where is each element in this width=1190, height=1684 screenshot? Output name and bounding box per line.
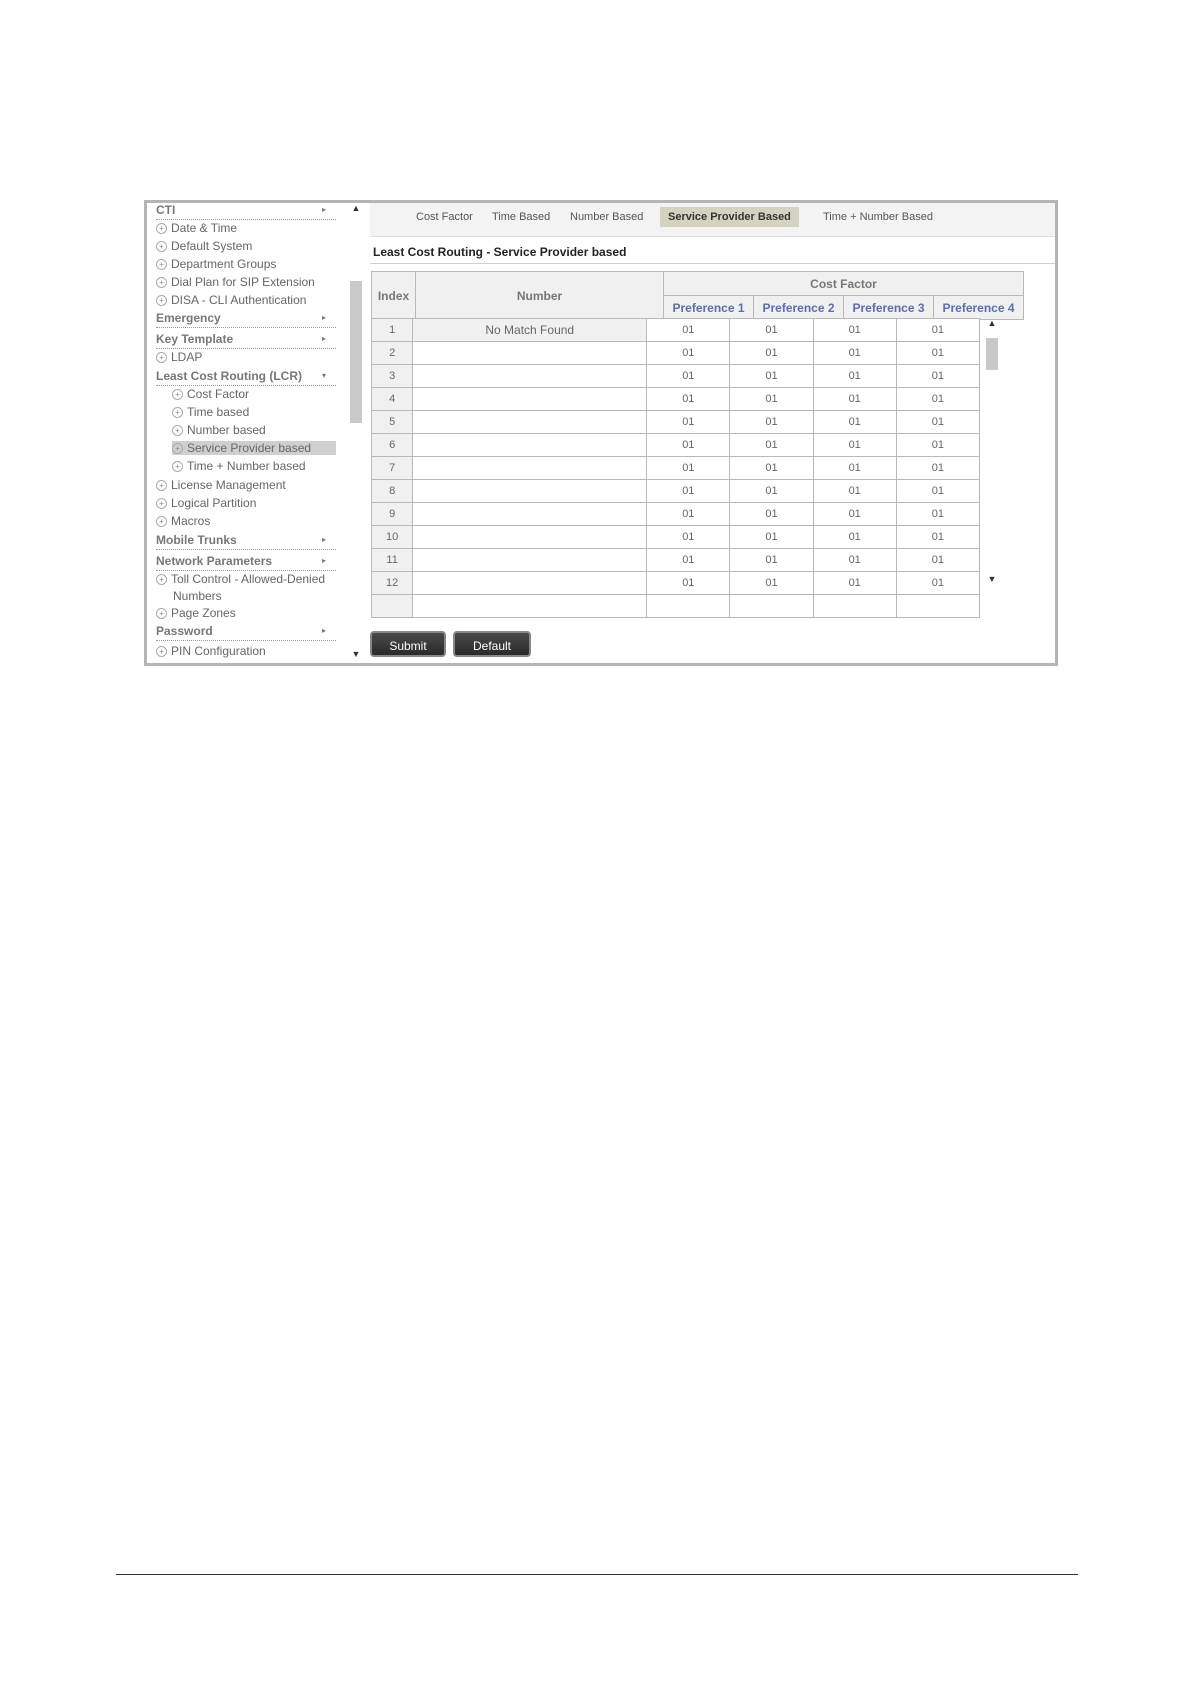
- sidebar-item-mobile-trunks[interactable]: [156, 533, 336, 550]
- sidebar-item-label: Number based: [187, 423, 266, 437]
- header-cost-factor: Cost Factor: [664, 272, 1024, 296]
- cell-preference-1[interactable]: 01: [647, 388, 730, 411]
- sidebar-item-pin-configuration[interactable]: [156, 644, 336, 658]
- cell-preference-2[interactable]: 01: [730, 319, 813, 342]
- cell-preference-4[interactable]: 01: [896, 411, 979, 434]
- sidebar-item-cti[interactable]: [156, 203, 336, 220]
- tab-number-based[interactable]: Number Based: [570, 211, 644, 223]
- header-preference-3: Preference 3: [844, 296, 934, 320]
- sidebar-item-department-groups[interactable]: [156, 257, 336, 271]
- sidebar-item-least-cost-routing-lcr[interactable]: [156, 369, 336, 386]
- cell-preference-4[interactable]: 01: [896, 480, 979, 503]
- header-preference-2: Preference 2: [754, 296, 844, 320]
- cell-number[interactable]: [413, 365, 647, 388]
- sidebar-item-label: Page Zones: [171, 606, 236, 620]
- cell-preference-1[interactable]: 01: [647, 480, 730, 503]
- table-scroll-thumb[interactable]: [986, 338, 998, 370]
- sidebar-item-label: Numbers: [173, 589, 222, 603]
- sidebar-scrollbar[interactable]: [349, 203, 363, 663]
- cell-preference-1[interactable]: 01: [647, 342, 730, 365]
- cell-preference-3[interactable]: [813, 595, 896, 618]
- table-row: [372, 549, 980, 572]
- plus-icon: +: [156, 277, 167, 288]
- cell-number[interactable]: [413, 549, 647, 572]
- sidebar-item-date-time[interactable]: [156, 221, 336, 235]
- table-row: [372, 526, 980, 549]
- table-body: [371, 318, 980, 618]
- plus-icon: +: [156, 352, 167, 363]
- header-preference-1: Preference 1: [664, 296, 754, 320]
- cell-number[interactable]: [413, 526, 647, 549]
- header-index: Index: [372, 272, 416, 320]
- cell-preference-2[interactable]: [730, 595, 813, 618]
- sidebar-item-service-provider-based[interactable]: [172, 441, 336, 455]
- sidebar-item-time-based[interactable]: [172, 405, 336, 419]
- plus-icon: +: [172, 461, 183, 472]
- cell-preference-1[interactable]: 01: [647, 572, 730, 595]
- plus-icon: +: [156, 498, 167, 509]
- sidebar-item-label: Logical Partition: [171, 496, 257, 510]
- cell-preference-3[interactable]: 01: [813, 480, 896, 503]
- cell-index: 11: [372, 549, 413, 572]
- sidebar-item-label: DISA - CLI Authentication: [171, 293, 307, 307]
- sidebar-item-key-template[interactable]: [156, 332, 336, 349]
- plus-icon: +: [156, 295, 167, 306]
- chevron-right-icon: ▸: [321, 313, 326, 322]
- cell-number[interactable]: [413, 480, 647, 503]
- cell-number[interactable]: [413, 503, 647, 526]
- cell-preference-2[interactable]: 01: [730, 434, 813, 457]
- tab-time-number-based[interactable]: Time + Number Based: [823, 211, 933, 223]
- sidebar-item-emergency[interactable]: [156, 311, 336, 328]
- cell-preference-3[interactable]: 01: [813, 411, 896, 434]
- plus-icon: +: [172, 425, 183, 436]
- cell-preference-3[interactable]: 01: [813, 319, 896, 342]
- cell-index: 7: [372, 457, 413, 480]
- table-row: [372, 319, 980, 342]
- scroll-up-icon[interactable]: ▲: [351, 203, 361, 213]
- header-number: Number: [416, 272, 664, 320]
- cell-number[interactable]: [413, 411, 647, 434]
- sidebar-item-label: License Management: [171, 478, 286, 492]
- plus-icon: +: [156, 516, 167, 527]
- table-row: [372, 595, 980, 618]
- plus-icon: +: [172, 443, 183, 454]
- sidebar-item-macros[interactable]: [156, 514, 336, 528]
- sidebar-item-label: Department Groups: [171, 257, 277, 271]
- sidebar-item-number-based[interactable]: [172, 423, 336, 437]
- table-body-viewport: [370, 318, 980, 623]
- sidebar-item-toll-control-allowed-denied[interactable]: [156, 572, 336, 586]
- chevron-right-icon: ▸: [321, 556, 326, 565]
- cell-preference-1[interactable]: 01: [647, 457, 730, 480]
- table-scroll-up-icon[interactable]: ▲: [987, 318, 997, 328]
- cell-preference-2[interactable]: 01: [730, 457, 813, 480]
- sidebar-item-license-management[interactable]: [156, 478, 336, 492]
- cell-preference-3[interactable]: 01: [813, 503, 896, 526]
- sidebar-item-dial-plan-for-sip-extension[interactable]: [156, 275, 336, 289]
- sidebar-item-label: Cost Factor: [187, 387, 250, 401]
- plus-icon: +: [172, 407, 183, 418]
- cell-number[interactable]: [413, 342, 647, 365]
- cell-preference-1[interactable]: 01: [647, 365, 730, 388]
- sidebar-item-cost-factor[interactable]: [172, 387, 336, 401]
- table-row: [372, 457, 980, 480]
- table-row: [372, 342, 980, 365]
- cell-preference-3[interactable]: 01: [813, 388, 896, 411]
- sidebar-item-label: Service Provider based: [187, 441, 312, 455]
- tab-time-based[interactable]: Time Based: [492, 211, 551, 223]
- cell-preference-4[interactable]: 01: [896, 526, 979, 549]
- table-row: [372, 434, 980, 457]
- sidebar-item-label: Password: [156, 624, 213, 638]
- sidebar-item-label: Time + Number based: [187, 459, 306, 473]
- cell-preference-4[interactable]: 01: [896, 549, 979, 572]
- cell-preference-3[interactable]: 01: [813, 365, 896, 388]
- main-panel: [370, 203, 1058, 663]
- default-button[interactable]: Default: [453, 631, 531, 657]
- sidebar-item-disa-cli-authentication[interactable]: [156, 293, 336, 307]
- plus-icon: +: [156, 608, 167, 619]
- sidebar-item-network-parameters[interactable]: [156, 554, 336, 571]
- cell-index: [372, 595, 413, 618]
- cell-number[interactable]: [413, 434, 647, 457]
- chevron-right-icon: ▸: [321, 535, 326, 544]
- plus-icon: +: [156, 574, 167, 585]
- cell-preference-1[interactable]: 01: [647, 503, 730, 526]
- sidebar-item-label: Dial Plan for SIP Extension: [171, 275, 315, 289]
- cell-preference-2[interactable]: 01: [730, 411, 813, 434]
- plus-icon: +: [156, 223, 167, 234]
- section-divider: [370, 263, 1058, 264]
- sidebar-scroll-thumb[interactable]: [350, 281, 362, 423]
- cell-preference-3[interactable]: 01: [813, 572, 896, 595]
- sidebar-item-label-continued: [156, 589, 349, 603]
- cell-preference-1[interactable]: 01: [647, 526, 730, 549]
- sidebar-item-password[interactable]: [156, 624, 336, 641]
- chevron-right-icon: ▸: [321, 626, 326, 635]
- cell-preference-2[interactable]: 01: [730, 549, 813, 572]
- cell-preference-2[interactable]: 01: [730, 526, 813, 549]
- sidebar-item-label: Mobile Trunks: [156, 533, 237, 547]
- cell-index: 9: [372, 503, 413, 526]
- cell-number[interactable]: [413, 388, 647, 411]
- cell-index: 4: [372, 388, 413, 411]
- cell-index: 5: [372, 411, 413, 434]
- plus-icon: +: [172, 389, 183, 400]
- cell-index: 10: [372, 526, 413, 549]
- cell-preference-3[interactable]: 01: [813, 549, 896, 572]
- cell-preference-2[interactable]: 01: [730, 365, 813, 388]
- tab-bar: [370, 203, 1058, 237]
- cell-index: 1: [372, 319, 413, 342]
- chevron-right-icon: ▸: [321, 334, 326, 343]
- sidebar-item-label: Least Cost Routing (LCR): [156, 369, 302, 383]
- cell-preference-1[interactable]: 01: [647, 319, 730, 342]
- cell-number[interactable]: [413, 457, 647, 480]
- sidebar-item-label: Emergency: [156, 311, 221, 325]
- table-scroll-down-icon[interactable]: ▼: [987, 574, 997, 584]
- sidebar-item-label: Key Template: [156, 332, 234, 346]
- cell-number[interactable]: [413, 595, 647, 618]
- plus-icon: +: [156, 241, 167, 252]
- cell-preference-4[interactable]: 01: [896, 572, 979, 595]
- cell-preference-4[interactable]: 01: [896, 319, 979, 342]
- section-title: Least Cost Routing - Service Provider based: [373, 245, 627, 259]
- tab-service-provider-based[interactable]: Service Provider Based: [660, 207, 799, 227]
- cell-preference-4[interactable]: 01: [896, 457, 979, 480]
- plus-icon: +: [156, 259, 167, 270]
- cell-preference-4[interactable]: 01: [896, 503, 979, 526]
- table-row: [372, 572, 980, 595]
- cell-preference-4[interactable]: [896, 595, 979, 618]
- table-row: [372, 365, 980, 388]
- cell-preference-2[interactable]: 01: [730, 342, 813, 365]
- sidebar-item-label: CTI: [156, 203, 176, 217]
- cell-index: 8: [372, 480, 413, 503]
- scroll-down-icon[interactable]: ▼: [351, 649, 361, 659]
- cell-preference-3[interactable]: 01: [813, 526, 896, 549]
- cell-preference-3[interactable]: 01: [813, 342, 896, 365]
- sidebar-nav: [147, 203, 349, 663]
- cell-preference-4[interactable]: 01: [896, 342, 979, 365]
- sidebar-item-label: LDAP: [171, 350, 203, 364]
- cell-preference-4[interactable]: 01: [896, 388, 979, 411]
- table-row: [372, 388, 980, 411]
- chevron-right-icon: ▸: [321, 205, 326, 214]
- app-window: [144, 200, 1058, 666]
- sidebar-item-logical-partition[interactable]: [156, 496, 336, 510]
- sidebar-item-label: Date & Time: [171, 221, 238, 235]
- sidebar-item-label: Network Parameters: [156, 554, 273, 568]
- tab-cost-factor[interactable]: Cost Factor: [416, 211, 473, 223]
- plus-icon: +: [156, 480, 167, 491]
- chevron-down-icon: ▾: [321, 371, 326, 380]
- sidebar-item-label: Toll Control - Allowed-Denied: [171, 572, 326, 586]
- sidebar-item-label: Macros: [171, 514, 211, 528]
- sidebar-item-ldap[interactable]: [156, 350, 336, 364]
- cell-preference-1[interactable]: [647, 595, 730, 618]
- cell-index: 12: [372, 572, 413, 595]
- cell-preference-1[interactable]: 01: [647, 434, 730, 457]
- cell-index: 3: [372, 365, 413, 388]
- cell-preference-3[interactable]: 01: [813, 434, 896, 457]
- sidebar-item-label: Time based: [187, 405, 250, 419]
- header-preference-4: Preference 4: [934, 296, 1024, 320]
- table-row: [372, 503, 980, 526]
- plus-icon: +: [156, 646, 167, 657]
- cell-preference-2[interactable]: 01: [730, 572, 813, 595]
- table-header: [371, 271, 1024, 320]
- cell-index: 2: [372, 342, 413, 365]
- cell-number[interactable]: [413, 572, 647, 595]
- cell-preference-1[interactable]: 01: [647, 549, 730, 572]
- table-scrollbar[interactable]: [985, 318, 999, 588]
- cell-preference-4[interactable]: 01: [896, 365, 979, 388]
- table-row: [372, 480, 980, 503]
- cell-preference-1[interactable]: 01: [647, 411, 730, 434]
- table-row: [372, 411, 980, 434]
- cell-number[interactable]: No Match Found: [413, 319, 647, 342]
- page-footer-rule: [116, 1574, 1078, 1575]
- sidebar-item-default-system[interactable]: [156, 239, 336, 253]
- cell-index: 6: [372, 434, 413, 457]
- cell-preference-3[interactable]: 01: [813, 457, 896, 480]
- cell-preference-2[interactable]: 01: [730, 480, 813, 503]
- sidebar-item-label: PIN Configuration: [171, 644, 266, 658]
- cell-preference-2[interactable]: 01: [730, 503, 813, 526]
- cell-preference-4[interactable]: 01: [896, 434, 979, 457]
- sidebar-item-time-number-based[interactable]: [172, 459, 336, 473]
- cell-preference-2[interactable]: 01: [730, 388, 813, 411]
- submit-button[interactable]: Submit: [370, 631, 446, 657]
- sidebar-item-label: Default System: [171, 239, 253, 253]
- sidebar-item-page-zones[interactable]: [156, 606, 336, 620]
